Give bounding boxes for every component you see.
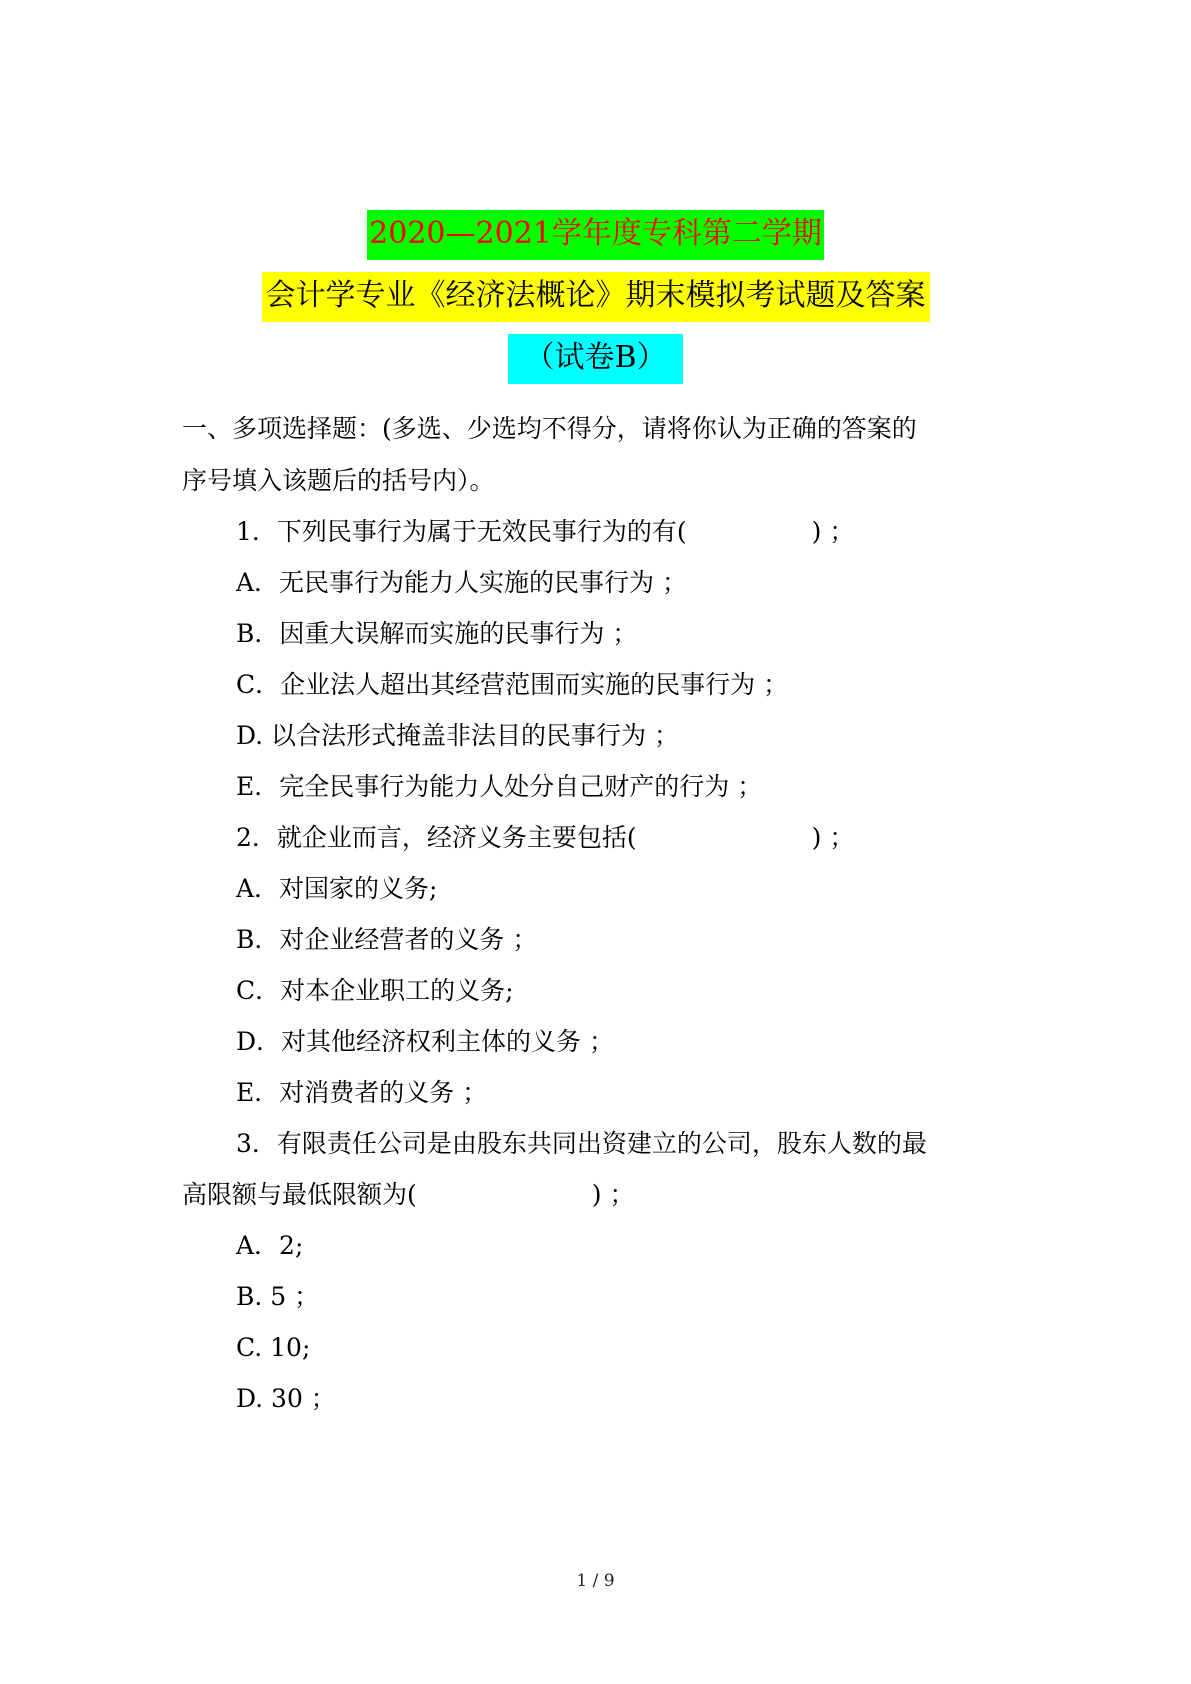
question-1-stem: 1．下列民事行为属于无效民事行为的有( ) ； — [236, 517, 855, 546]
exam-year-title-text: 2020—2021学年度专科第二学期 — [367, 210, 824, 260]
question-3-stem-line-2: 高限额与最低限额为( ) ； — [182, 1180, 635, 1209]
question-1-option-d: D. 以合法形式掩盖非法目的民事行为 ； — [236, 721, 679, 750]
question-3-option-a: A．2; — [236, 1231, 304, 1260]
question-2-stem: 2．就企业而言，经济义务主要包括( ) ； — [236, 823, 855, 852]
question-3-option-d: D. 30 ； — [236, 1384, 336, 1413]
section-heading-line-2: 序号填入该题后的括号内）。 — [182, 466, 495, 495]
exam-year-title — [0, 210, 1191, 260]
question-2-option-e: E．对消费者的义务 ； — [236, 1078, 488, 1107]
question-3-option-b: B. 5 ； — [236, 1282, 320, 1311]
question-2-option-c: C．对本企业职工的义务; — [236, 976, 514, 1005]
exam-course-title — [0, 272, 1191, 322]
question-1-option-b: B．因重大误解而实施的民事行为 ； — [236, 619, 638, 648]
question-3-option-c: C. 10; — [236, 1333, 311, 1362]
exam-paper-label-text: （试卷B） — [508, 334, 682, 384]
question-3-stem-line-1: 3．有限责任公司是由股东共同出资建立的公司，股东人数的最 — [236, 1129, 927, 1158]
question-1-option-c: C．企业法人超出其经营范围而实施的民事行为 ； — [236, 670, 789, 699]
question-1-option-a: A．无民事行为能力人实施的民事行为 ； — [236, 568, 688, 597]
exam-paper-label — [0, 334, 1191, 384]
question-2-option-d: D．对其他经济权利主体的义务 ； — [236, 1027, 614, 1056]
exam-course-title-text: 会计学专业《经济法概论》期末模拟考试题及答案 — [262, 272, 930, 322]
section-heading-line-1: 一、多项选择题：(多选、少选均不得分，请将你认为正确的答案的 — [182, 414, 917, 443]
question-1-option-e: E．完全民事行为能力人处分自己财产的行为 ； — [236, 772, 763, 801]
question-2-option-a: A．对国家的义务; — [236, 874, 438, 903]
question-2-option-b: B．对企业经营者的义务 ； — [236, 925, 538, 954]
page-number: 1 / 9 — [576, 1571, 615, 1591]
